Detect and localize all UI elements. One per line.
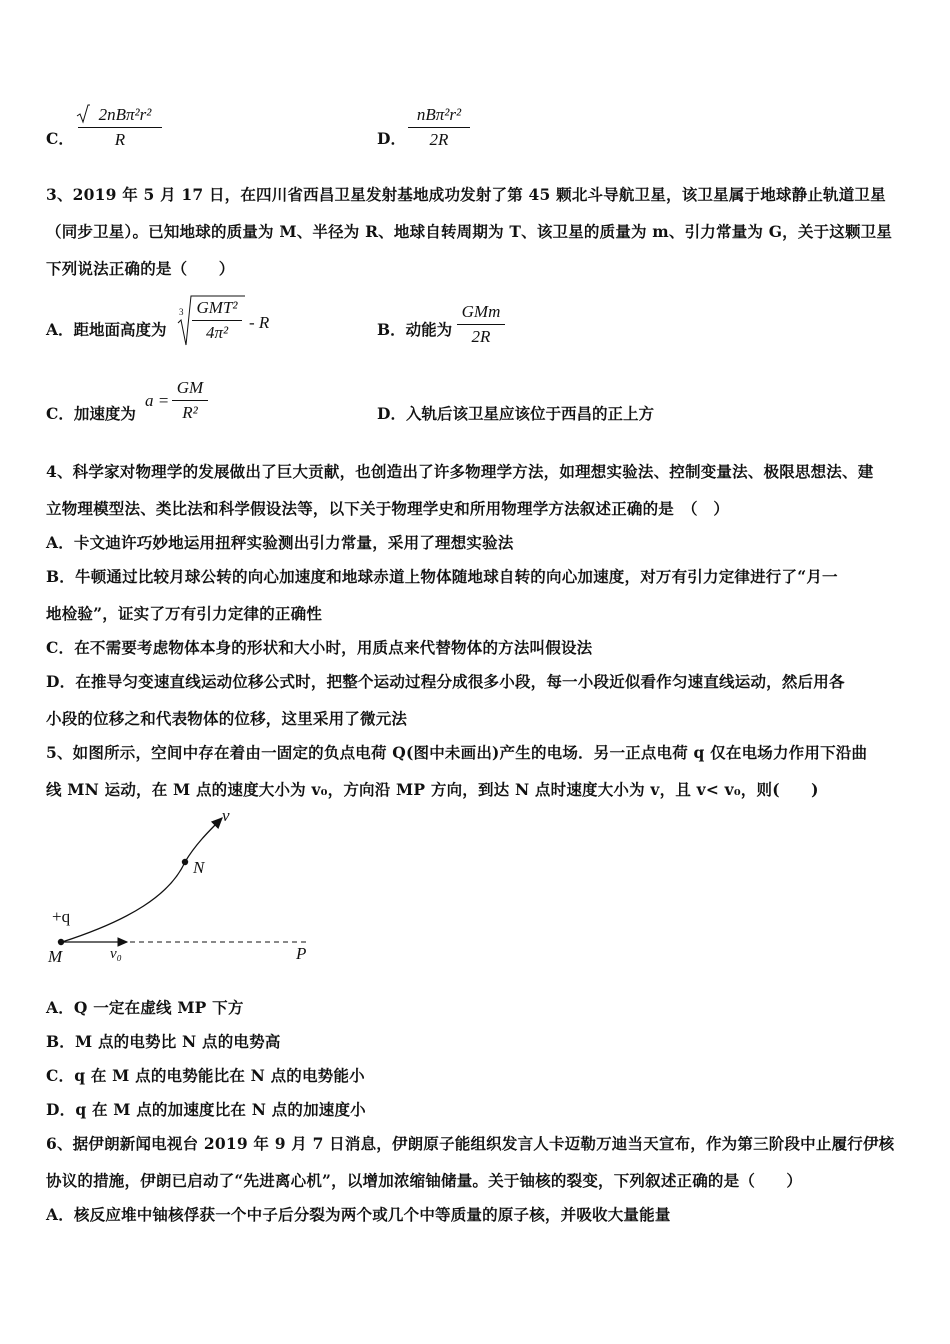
- sqrt-sign-icon: [76, 104, 90, 124]
- q3-stem-line3: 下列说法正确的是（ ）: [46, 259, 235, 278]
- q2-c-denominator: R: [114, 130, 126, 149]
- q3-option-a-formula: [177, 293, 243, 349]
- q3-option-c-formula: [172, 378, 208, 423]
- q5-option-d: D．q 在 M 点的加速度比在 N 点的加速度小: [46, 1100, 366, 1119]
- q3-c-numerator: GM: [176, 378, 204, 397]
- q4-option-d-line2: 小段的位移之和代表物体的位移，这里采用了微元法: [46, 709, 408, 728]
- q5-stem-line2: 线 MN 运动，在 M 点的速度大小为 v₀，方向沿 MP 方向，到达 N 点时速度大小为 v，且 v< v₀，则( ): [46, 780, 819, 799]
- q4-option-b-line2: 地检验”，证实了万有引力定律的正确性: [46, 604, 323, 623]
- q6-stem-line1: 6、据伊朗新闻电视台 2019 年 9 月 7 日消息，伊朗原子能组织发言人卡迈勒万迪当天宣布，作为第三阶段中止履行伊核: [46, 1134, 895, 1153]
- q2-option-c-formula: [78, 105, 162, 150]
- q4-option-b-line1: B．牛顿通过比较月球公转的向心加速度和地球赤道上物体随地球自转的向心加速度，对万有引力定律进行了“月一: [46, 567, 838, 586]
- q4-option-d-line1: D．在推导匀变速直线运动位移公式时，把整个运动过程分成很多小段，每一小段近似看作匀速直线运动，然后用各: [46, 672, 845, 691]
- q2-option-d-formula: [408, 105, 470, 150]
- q4-option-a: A．卡文迪许巧妙地运用扭秤实验测出引力常量，采用了理想实验法: [46, 533, 514, 552]
- q6-stem-line2: 协议的措施，伊朗已启动了“先进离心机”，以增加浓缩铀储量。关于铀核的裂变，下列叙述正确的是（ ）: [46, 1171, 803, 1190]
- q5-stem-line1: 5、如图所示，空间中存在着由一固定的负点电荷 Q(图中未画出)产生的电场．另一正点电荷 q 仅在电场力作用下沿曲: [46, 743, 868, 762]
- label-m: M: [48, 947, 63, 966]
- q2-option-c-label: C．: [46, 129, 74, 148]
- label-n: N: [193, 858, 205, 877]
- q3-a-denominator: 4π²: [205, 323, 229, 342]
- q2-option-d-label: D．: [377, 129, 406, 148]
- q2-d-numerator: nBπ²r²: [416, 105, 462, 124]
- q5-option-b: B．M 点的电势比 N 点的电势高: [46, 1032, 281, 1051]
- q3-option-c-label: C．加速度为: [46, 404, 136, 423]
- q3-b-numerator: GMm: [461, 302, 501, 321]
- q3-option-a-label: A．距地面高度为: [46, 320, 167, 339]
- q3-stem-line1: 3、2019 年 5 月 17 日，在四川省西昌卫星发射基地成功发射了第 45 颗北斗导航卫星，该卫星属于地球静止轨道卫星: [46, 185, 886, 204]
- q4-stem-line1: 4、科学家对物理学的发展做出了巨大贡献，也创造出了许多物理学方法，如理想实验法、控制变量法、极限思想法、建: [46, 462, 874, 481]
- curve-mn: [62, 818, 222, 942]
- q5-option-c: C．q 在 M 点的电势能比在 N 点的电势能小: [46, 1066, 365, 1085]
- point-n: [182, 859, 188, 865]
- label-v: v: [222, 806, 230, 825]
- q2-d-denominator: 2R: [429, 130, 449, 149]
- q3-option-b-label: B．动能为: [377, 320, 453, 339]
- q4-option-c: C．在不需要考虑物体本身的形状和大小时，用质点来代替物体的方法叫假设法: [46, 638, 593, 657]
- q3-stem-line2: （同步卫星）。已知地球的质量为 M、半径为 R、地球自转周期为 T、该卫星的质量为 m、引力常量为 G，关于这颗卫星: [46, 222, 893, 241]
- q3-c-lhs: a =: [145, 391, 170, 410]
- label-v0: v₀: [110, 946, 122, 962]
- label-plus-q: +q: [52, 907, 71, 926]
- label-p: P: [296, 944, 307, 963]
- q5-option-a: A．Q 一定在虚线 MP 下方: [46, 998, 244, 1017]
- q3-option-b-formula: [457, 302, 505, 347]
- q3-a-root-index: 3: [179, 307, 184, 317]
- q3-a-minus-r: - R: [249, 313, 270, 332]
- q2-c-numerator: 2nBπ²r²: [98, 105, 152, 124]
- q3-a-numerator: GMT²: [196, 298, 238, 317]
- q3-c-denominator: R²: [182, 403, 198, 422]
- q5-trajectory-diagram: [40, 810, 330, 970]
- q3-option-d: D．入轨后该卫星应该位于西昌的正上方: [377, 404, 654, 423]
- q5-figure: [40, 806, 330, 970]
- q6-option-a: A．核反应堆中铀核俘获一个中子后分裂为两个或几个中等质量的原子核，并吸收大量能量: [46, 1205, 671, 1224]
- point-m: [58, 939, 64, 945]
- q4-stem-line2: 立物理模型法、类比法和科学假设法等，以下关于物理学史和所用物理学方法叙述正确的是 （ ）: [46, 499, 730, 518]
- q3-b-denominator: 2R: [471, 327, 491, 346]
